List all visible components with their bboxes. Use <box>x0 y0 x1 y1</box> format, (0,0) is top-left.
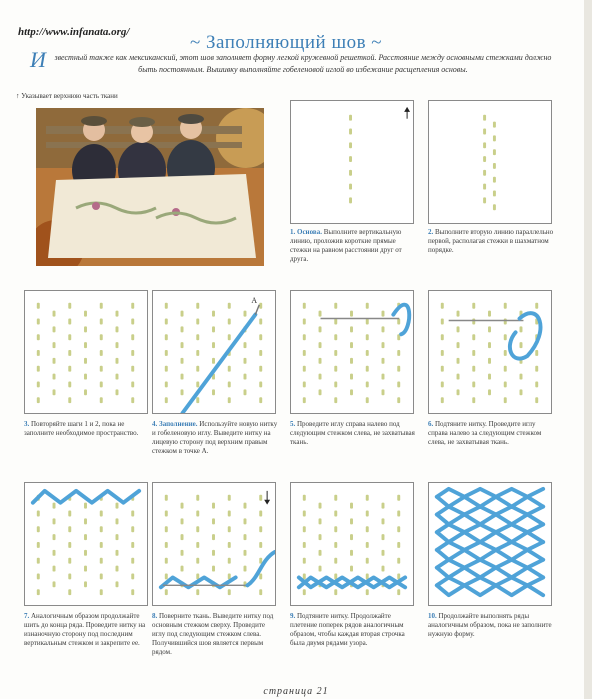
step-10-caption: 10. Продолжайте выполнять ряды аналогичным образом, пока не заполните нужную форму. <box>428 612 552 638</box>
step-7-diagram <box>24 482 148 606</box>
drop-cap: И <box>30 47 46 72</box>
step-6-caption: 6. Подтяните нитку. Проведите иглу справа налево за следующим стежком слева, не захватывая ткань. <box>428 420 542 446</box>
page-footer: страница 21 <box>263 686 329 697</box>
arrow-up-icon <box>404 107 410 119</box>
step-8-diagram <box>152 482 276 606</box>
step-10-diagram <box>428 482 552 606</box>
step-1-caption: 1. Основа. Выполните вертикальную линию, проложив короткие прямые стежки на равном расстоянии друг от друга. <box>290 228 402 263</box>
step-3-diagram <box>24 290 148 414</box>
step-4-caption: 4. Заполнение. Используйте новую нитку и гобеленовую иглу. Выведите нитку на лицевую сторону под верхним правым стежком в точке А. <box>152 420 278 455</box>
intro-paragraph <box>30 47 558 76</box>
step-2-diagram <box>428 100 552 224</box>
step-4-diagram <box>152 290 276 414</box>
site-url: http://www.infanata.org/ <box>18 26 130 38</box>
step-5-caption: 5. Проведите иглу справа налево под следующим стежком слева, не захватывая ткань. <box>290 420 415 446</box>
page-edge <box>584 0 592 699</box>
step-7-caption: 7. Аналогичным образом продолжайте шить до конца ряда. Проведите нитку на изнаночную сторону под последним вертикальным стежком и закрепите ее. <box>24 612 146 647</box>
page-title: ~ Заполняющий шов ~ <box>190 32 383 53</box>
step-8-caption: 8. Поверните ткань. Выведите нитку под основным стежком сверху. Проведите иглу под следующим стежком слева. Получившийся шов является первым рядом. <box>152 612 274 656</box>
intro-text: звестный также как мексиканский, этот шов заполняет форму легкой кружевной решеткой. Расстояние между основными стежками должно быть постоянным. Вышивку выполняйте гобеленовой иглой во избежание расщепления основы. <box>54 53 552 74</box>
children-photo <box>36 108 264 266</box>
arrow-down-icon <box>264 491 270 505</box>
step-6-diagram <box>428 290 552 414</box>
arrow-up-icon: ↑ <box>16 92 20 100</box>
step-9-caption: 9. Подтяните нитку. Продолжайте плетение поперек рядов аналогичным образом, чтобы каждая вторая строчка была двумя рядами узора. <box>290 612 405 647</box>
point-a-label: A <box>251 295 258 305</box>
step-1-diagram <box>290 100 414 224</box>
step-5-diagram <box>290 290 414 414</box>
step-2-caption: 2. Выполните вторую линию параллельно первой, располагая стежки в шахматном порядке. <box>428 228 554 254</box>
step-3-caption: 3. Повторяйте шаги 1 и 2, пока не заполните необходимое пространство. <box>24 420 139 437</box>
step-9-diagram <box>290 482 414 606</box>
top-indicator-note: ↑ Указывает верхнюю часть ткани <box>16 92 118 100</box>
